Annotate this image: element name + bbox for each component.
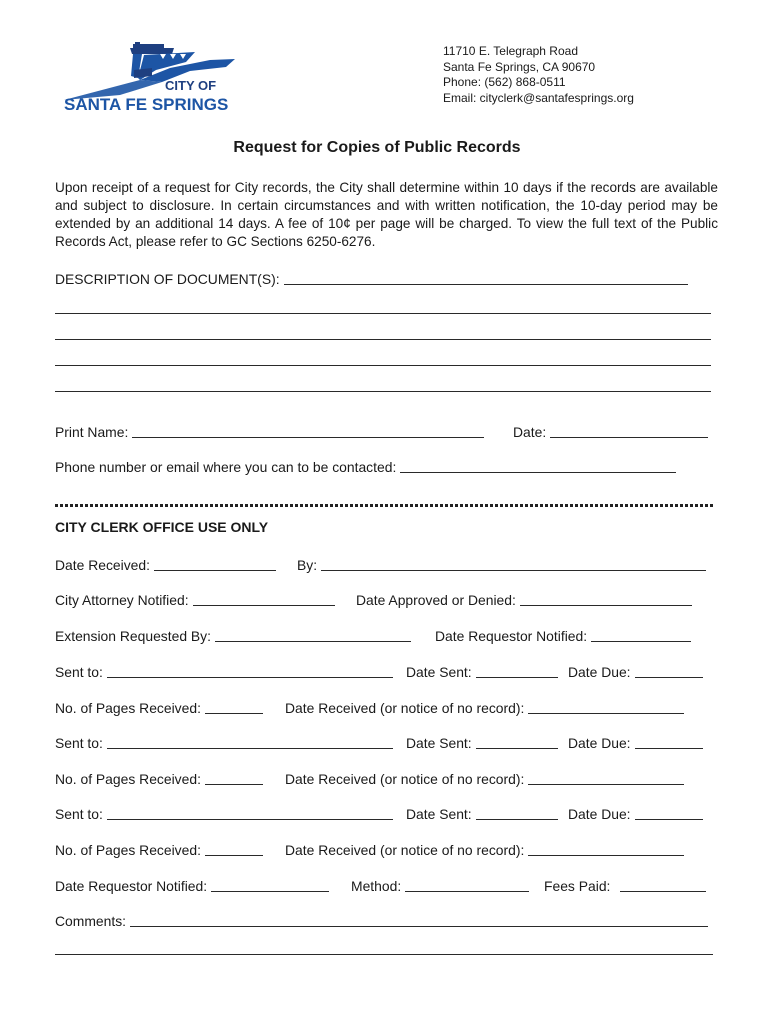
print-name-field[interactable] [132, 436, 484, 438]
date-sent-field[interactable] [476, 747, 558, 749]
pages-received-row [55, 771, 713, 789]
description-row [55, 271, 688, 287]
print-name-label: Print Name: [55, 424, 129, 440]
description-field[interactable] [284, 283, 688, 285]
extension-row [55, 628, 713, 646]
sent-to-row [55, 735, 713, 753]
pages-received-field[interactable] [205, 712, 263, 714]
extension-label: Extension Requested By: [55, 628, 211, 644]
final-notification-row [55, 878, 713, 896]
contact-row [55, 459, 676, 475]
street-address: 11710 E. Telegraph Road [443, 44, 578, 58]
extension-field[interactable] [215, 640, 411, 642]
date-received-notice-field[interactable] [528, 783, 684, 785]
date-received-notice-field[interactable] [528, 712, 684, 714]
sent-to-field[interactable] [107, 747, 393, 749]
date-due-field[interactable] [635, 676, 703, 678]
city-attorney-label: City Attorney Notified: [55, 592, 189, 608]
description-line-3[interactable] [55, 365, 711, 366]
date-due-field[interactable] [635, 747, 703, 749]
date-received-notice-field[interactable] [528, 854, 684, 856]
pages-received-label: No. of Pages Received: [55, 771, 201, 787]
form-title: Request for Copies of Public Records [233, 139, 521, 156]
date-approved-field[interactable] [520, 604, 692, 606]
date-received-notice-label: Date Received (or notice of no record): [285, 700, 525, 716]
description-label: DESCRIPTION OF DOCUMENT(S): [55, 271, 280, 287]
pages-received-row [55, 842, 713, 860]
pages-received-row [55, 700, 713, 718]
logo-santa-fe-springs-text: SANTA FE SPRINGS [64, 95, 229, 114]
date-due-label: Date Due: [568, 664, 631, 680]
date-sent-label: Date Sent: [406, 735, 472, 751]
contact-label: Phone number or email where you can to be contacted: [55, 459, 397, 475]
city-attorney-field[interactable] [193, 604, 335, 606]
date-requestor-notified-label: Date Requestor Notified: [435, 628, 588, 644]
date-received-label: Date Received: [55, 557, 150, 573]
date-due-label: Date Due: [568, 735, 631, 751]
date-received-row [55, 557, 713, 575]
date-approved-label: Date Approved or Denied: [356, 592, 516, 608]
fees-paid-label: Fees Paid: [544, 878, 611, 894]
phone-number: Phone: (562) 868-0511 [443, 75, 566, 89]
by-label: By: [297, 557, 318, 573]
pages-received-field[interactable] [205, 854, 263, 856]
sent-to-row [55, 664, 713, 682]
date-label: Date: [513, 424, 547, 440]
date-sent-field[interactable] [476, 818, 558, 820]
city-state-zip: Santa Fe Springs, CA 90670 [443, 59, 596, 74]
date-sent-field[interactable] [476, 676, 558, 678]
method-label: Method: [351, 878, 402, 894]
sent-to-field[interactable] [107, 676, 393, 678]
date-field[interactable] [550, 436, 708, 438]
comments-line-2[interactable] [55, 954, 713, 955]
email-address: Email: cityclerk@santafesprings.org [443, 90, 634, 105]
date-received-notice-label: Date Received (or notice of no record): [285, 842, 525, 858]
final-date-requestor-notified-label: Date Requestor Notified: [55, 878, 208, 894]
description-line-4[interactable] [55, 391, 711, 392]
description-line-2[interactable] [55, 339, 711, 340]
date-due-label: Date Due: [568, 806, 631, 822]
date-requestor-notified-field[interactable] [591, 640, 691, 642]
pages-received-label: No. of Pages Received: [55, 700, 201, 716]
date-due-field[interactable] [635, 818, 703, 820]
sent-to-label: Sent to: [55, 735, 103, 751]
sent-to-row [55, 806, 713, 824]
city-attorney-row [55, 592, 713, 610]
office-divider [55, 504, 713, 507]
final-date-requestor-notified-field[interactable] [211, 890, 329, 892]
date-received-notice-label: Date Received (or notice of no record): [285, 771, 525, 787]
date-sent-label: Date Sent: [406, 806, 472, 822]
contact-field[interactable] [400, 471, 676, 473]
city-logo [60, 40, 250, 118]
office-use-heading: CITY CLERK OFFICE USE ONLY [55, 519, 269, 535]
description-line-1[interactable] [55, 313, 711, 314]
logo-city-of-text: CITY OF [165, 78, 217, 93]
contact-address-block [443, 44, 634, 106]
sent-to-field[interactable] [107, 818, 393, 820]
comments-field[interactable] [130, 925, 708, 927]
fees-paid-field[interactable] [620, 890, 706, 892]
ship-emblem-icon [60, 40, 250, 118]
date-sent-label: Date Sent: [406, 664, 472, 680]
comments-row [55, 913, 708, 929]
method-field[interactable] [405, 890, 529, 892]
by-field[interactable] [321, 569, 706, 571]
sent-to-label: Sent to: [55, 806, 103, 822]
intro-paragraph: Upon receipt of a request for City records, the City shall determine within 10 days if the records are available and subject to disclosure. In certain circumstances and with written notification, the 10-day period may be extended by an additional 14 days. A fee of 10¢ per page will be charged. To view the full text of the Public Records Act, please refer to GC Sections 6250-6276. [55, 180, 718, 249]
pages-received-label: No. of Pages Received: [55, 842, 201, 858]
date-received-field[interactable] [154, 569, 276, 571]
sent-to-label: Sent to: [55, 664, 103, 680]
comments-label: Comments: [55, 913, 127, 929]
pages-received-field[interactable] [205, 783, 263, 785]
